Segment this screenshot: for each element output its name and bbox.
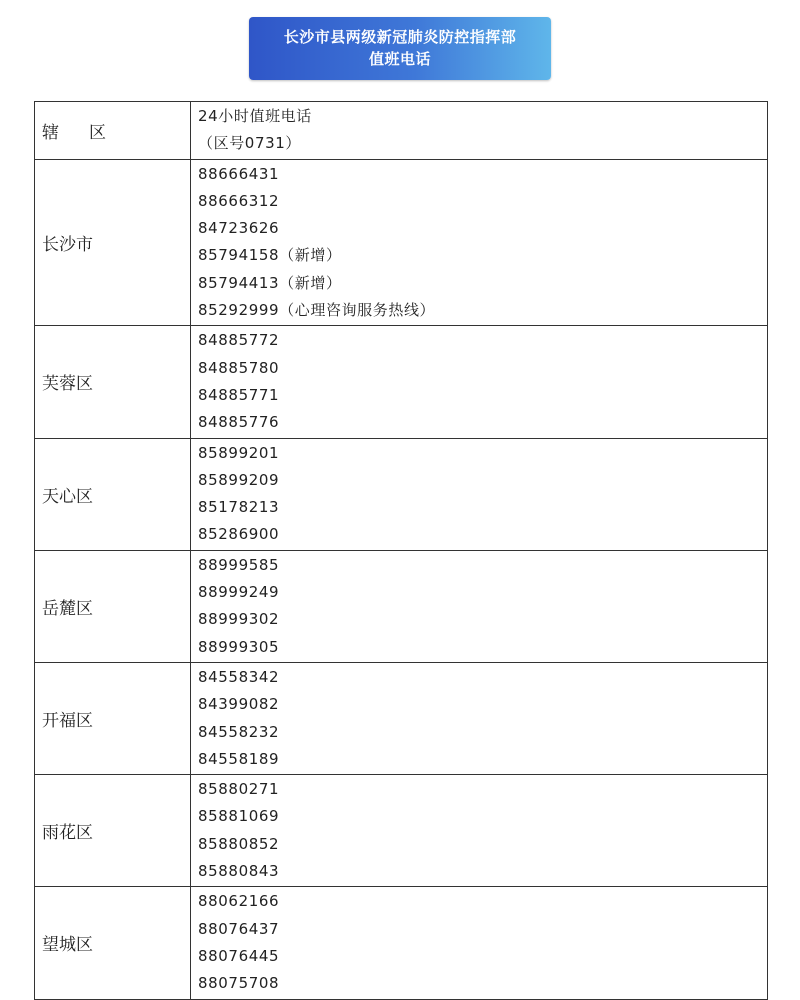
phone-number: 85880271 <box>198 780 280 799</box>
phone-number: 88999249 <box>198 583 280 602</box>
phone-cell <box>191 550 768 662</box>
district-cell: 岳麓区 <box>35 550 191 662</box>
phone-number: 88075708 <box>198 974 280 993</box>
district-cell: 长沙市 <box>35 159 191 326</box>
table-row <box>35 775 768 887</box>
header-district-cell <box>35 102 191 160</box>
phone-number: 84885780 <box>198 358 280 377</box>
district-cell: 望城区 <box>35 887 191 999</box>
table-header-row <box>35 102 768 160</box>
table-row <box>35 662 768 774</box>
header-district-char1: 辖 <box>42 122 59 143</box>
phone-number: 84399082 <box>198 695 280 714</box>
phone-number: 84723626 <box>198 219 280 238</box>
title-banner <box>249 17 551 80</box>
phone-number: 88666312 <box>198 191 280 210</box>
phone-number: 88076437 <box>198 919 280 938</box>
table-row <box>35 159 768 326</box>
district-cell: 雨花区 <box>35 775 191 887</box>
header-phone-cell <box>191 102 768 160</box>
phone-number: 84885771 <box>198 385 280 404</box>
phone-cell <box>191 159 768 326</box>
phone-number: 85899201 <box>198 443 280 462</box>
phone-cell <box>191 438 768 550</box>
phone-cell <box>191 887 768 999</box>
phone-number: 85292999（心理咨询服务热线） <box>198 301 436 320</box>
banner-title-line1: 长沙市县两级新冠肺炎防控指挥部 <box>283 28 517 46</box>
header-district-char2: 区 <box>89 122 106 143</box>
phone-number: 85880843 <box>198 862 280 881</box>
phone-number: 85899209 <box>198 470 280 489</box>
phone-number: 84558232 <box>198 722 280 741</box>
phone-number: 88666431 <box>198 164 280 183</box>
phone-number: 88076445 <box>198 946 280 965</box>
phone-number: 84885772 <box>198 331 280 350</box>
district-cell: 开福区 <box>35 662 191 774</box>
phone-cell <box>191 662 768 774</box>
phone-number: 88999585 <box>198 555 280 574</box>
district-cell: 天心区 <box>35 438 191 550</box>
phone-number: 88999302 <box>198 610 280 629</box>
duty-phone-table <box>34 101 768 1000</box>
table-row <box>35 438 768 550</box>
table-row <box>35 550 768 662</box>
phone-number: 85286900 <box>198 525 280 544</box>
phone-number: 85794158（新增） <box>198 246 342 265</box>
banner-title-line2: 值班电话 <box>368 50 431 68</box>
header-phone-title: 24小时值班电话 <box>198 107 312 125</box>
phone-cell <box>191 326 768 438</box>
phone-cell <box>191 775 768 887</box>
header-area-code: （区号0731） <box>198 134 301 153</box>
phone-number: 85881069 <box>198 807 280 826</box>
phone-number: 84558189 <box>198 749 280 768</box>
table-row <box>35 887 768 999</box>
phone-number: 84885776 <box>198 413 280 432</box>
phone-number: 85178213 <box>198 498 280 517</box>
district-cell: 芙蓉区 <box>35 326 191 438</box>
phone-number: 88999305 <box>198 637 280 656</box>
table-row <box>35 326 768 438</box>
phone-number: 85880852 <box>198 834 280 853</box>
phone-number: 88062166 <box>198 892 280 911</box>
phone-number: 84558342 <box>198 667 280 686</box>
phone-number: 85794413（新增） <box>198 273 342 292</box>
